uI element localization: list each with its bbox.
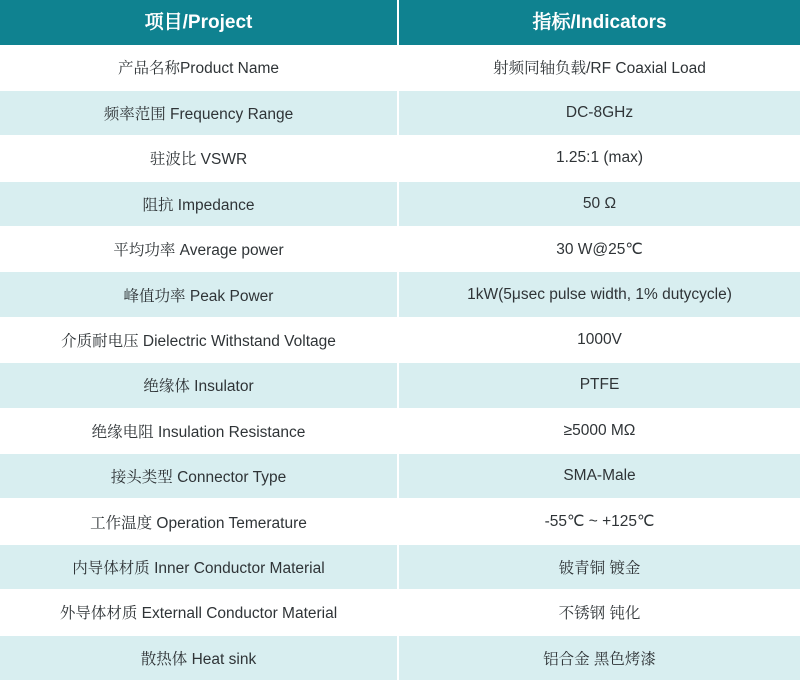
table-row [0, 317, 800, 362]
cell-project-text: 工作温度 Operation Temerature [90, 514, 307, 532]
cell-indicator-text: SMA-Male [563, 467, 636, 485]
cell-indicator-text: 30 W@25℃ [556, 240, 643, 258]
table-row [0, 499, 800, 544]
cell-project-text: 绝缘体 Insulator [143, 378, 254, 396]
cell-project-text: 频率范围 Frequency Range [103, 106, 294, 124]
table-row [0, 590, 800, 635]
cell-indicator [398, 227, 800, 272]
cell-indicator-text: PTFE [579, 376, 620, 394]
cell-indicator [398, 590, 800, 635]
cell-project-text: 平均功率 Average power [113, 242, 284, 260]
table-row [0, 272, 800, 317]
table-row [0, 544, 800, 589]
cell-indicator-text: 射频同轴负载/RF Coaxial Load [493, 60, 706, 78]
cell-indicator-text: 50 Ω [582, 194, 617, 212]
cell-indicator [398, 544, 800, 589]
cell-indicator [398, 317, 800, 362]
table-row [0, 363, 800, 408]
table-row [0, 90, 800, 135]
table-row [0, 454, 800, 499]
cell-indicator [398, 181, 800, 226]
table-row [0, 227, 800, 272]
cell-project-text: 接头类型 Connector Type [110, 469, 287, 487]
column-header-indicator: 指标/Indicators [398, 0, 800, 45]
cell-project-text: 驻波比 VSWR [149, 151, 248, 169]
cell-indicator [398, 363, 800, 408]
cell-indicator-text: DC-8GHz [565, 104, 634, 122]
table-row [0, 45, 800, 90]
cell-project [0, 181, 398, 226]
cell-indicator-text: -55℃ ~ +125℃ [544, 513, 655, 531]
cell-project [0, 136, 398, 181]
cell-project [0, 45, 398, 90]
table-row [0, 635, 800, 680]
cell-indicator-text: 1kW(5μsec pulse width, 1% dutycycle) [467, 285, 732, 303]
table-body [0, 45, 800, 680]
cell-project-text: 阻抗 Impedance [142, 196, 255, 214]
cell-project-text: 介质耐电压 Dielectric Withstand Voltage [61, 333, 336, 351]
table-header-row [0, 0, 800, 45]
cell-indicator-text: 铍青铜 镀金 [558, 559, 641, 577]
table-row [0, 181, 800, 226]
table-row [0, 408, 800, 453]
cell-project [0, 408, 398, 453]
cell-project [0, 227, 398, 272]
cell-project [0, 317, 398, 362]
cell-project [0, 272, 398, 317]
cell-project [0, 90, 398, 135]
cell-indicator-text: 铝合金 黑色烤漆 [543, 650, 656, 668]
cell-indicator-text: ≥5000 MΩ [563, 421, 636, 439]
cell-indicator [398, 408, 800, 453]
column-header-project: 项目/Project [0, 0, 398, 45]
cell-indicator [398, 272, 800, 317]
cell-project-text: 内导体材质 Inner Conductor Material [72, 559, 325, 577]
cell-project-text: 外导体材质 Externall Conductor Material [59, 605, 338, 623]
cell-indicator [398, 45, 800, 90]
cell-project [0, 635, 398, 680]
cell-indicator [398, 499, 800, 544]
cell-indicator-text: 1.25:1 (max) [555, 149, 643, 167]
table-header [0, 0, 800, 45]
cell-project [0, 363, 398, 408]
cell-project [0, 454, 398, 499]
cell-project-text: 产品名称Product Name [117, 60, 280, 78]
cell-indicator [398, 454, 800, 499]
cell-project [0, 590, 398, 635]
cell-project-text: 绝缘电阻 Insulation Resistance [91, 423, 306, 441]
cell-project [0, 499, 398, 544]
cell-indicator-text: 1000V [577, 331, 622, 349]
cell-indicator [398, 635, 800, 680]
cell-project [0, 544, 398, 589]
cell-project-text: 散热体 Heat sink [140, 650, 257, 668]
table-row [0, 136, 800, 181]
cell-project-text: 峰值功率 Peak Power [123, 287, 274, 305]
cell-indicator [398, 90, 800, 135]
cell-indicator [398, 136, 800, 181]
cell-indicator-text: 不锈钢 钝化 [558, 605, 641, 623]
